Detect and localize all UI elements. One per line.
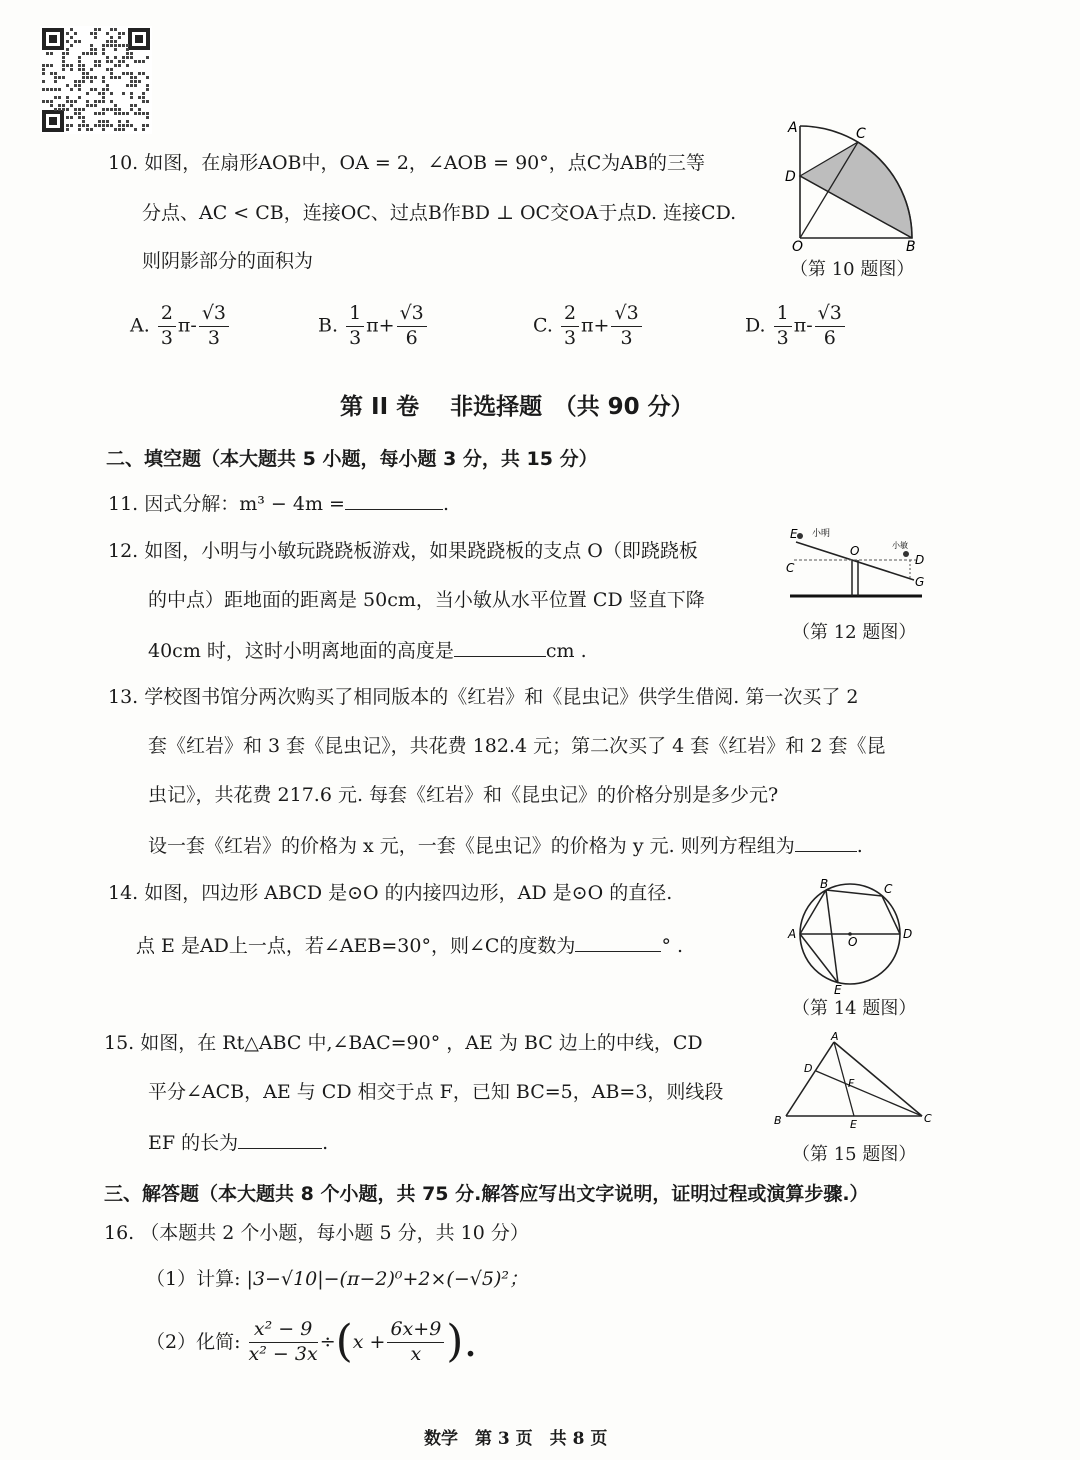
option-label: B. — [318, 314, 339, 337]
q10-label-o: O — [792, 239, 804, 253]
q12-label-e: E — [790, 527, 798, 541]
q12-line1: 12. 如图，小明与小敏玩跷跷板游戏，如果跷跷板的支点 O（即跷跷板 — [108, 540, 698, 562]
q15-line3: EF 的长为 . — [148, 1132, 329, 1154]
option-label: D. — [745, 314, 766, 337]
q12-figure — [786, 524, 926, 604]
answer-blank[interactable] — [238, 1130, 322, 1149]
q15-caption: （第 15 题图） — [792, 1144, 917, 1165]
q10-option-c: C. $\frac{2}{3}$ π+ $\frac{√3}{3}$ — [533, 302, 644, 351]
q15-label-a: A — [831, 1032, 839, 1043]
q13-line1: 13. 学校图书馆分两次购买了相同版本的《红岩》和《昆虫记》供学生借阅. 第一次买了 2 — [108, 686, 859, 708]
q10-line1: 10. 如图，在扇形AOB中，OA = 2，∠AOB = 90°，点C为AB的三等 — [108, 152, 705, 174]
q10-line2: 分点、AC < CB，连接OC、过点B作BD ⊥ OC交OA于点D. 连接CD. — [142, 202, 737, 224]
q15-line1: 15. 如图，在 Rt△ABC 中,∠BAC=90° ，AE 为 BC 边上的中线，CD — [104, 1032, 703, 1054]
q13-line2: 套《红岩》和 3 套《昆虫记》，共花费 182.4 元；第二次买了 4 套《红岩》和 2 套《昆 — [148, 735, 886, 757]
fraction: $\frac{2}{3}$ — [561, 302, 579, 351]
q14-line1: 14. 如图，四边形 ABCD 是⊙O 的内接四边形，AD 是⊙O 的直径. — [108, 882, 673, 904]
fraction: $\frac{√3}{3}$ — [611, 302, 641, 351]
q12-line2: 的中点）距地面的距离是 50cm，当小敏从水平位置 CD 竖直下降 — [148, 589, 705, 611]
q14-label-o: O — [848, 935, 858, 949]
q10-label-a: A — [788, 120, 798, 136]
q14-caption: （第 14 题图） — [792, 998, 917, 1019]
q16-title: 16. （本题共 2 个小题，每小题 5 分，共 10 分） — [104, 1222, 529, 1244]
q15-line2: 平分∠ACB，AE 与 CD 相交于点 F，已知 BC=5，AB=3，则线段 — [148, 1081, 724, 1103]
q15-label-d: D — [804, 1062, 813, 1075]
fraction: $\frac{√3}{3}$ — [199, 302, 229, 351]
qr-code — [40, 26, 152, 134]
page-footer: 数学 第 3 页 共 8 页 — [424, 1429, 608, 1449]
q10-label-b: B — [906, 239, 916, 253]
fraction: $\frac{1}{3}$ — [774, 302, 792, 351]
q12-label-o: O — [850, 544, 860, 558]
q10-figure — [780, 118, 930, 253]
q12-label-c: C — [786, 561, 795, 575]
q15-figure — [772, 1032, 934, 1132]
q15-label-e: E — [850, 1118, 857, 1131]
q16-part1: （1）计算: |3−√10|−(π−2)⁰+2×(−√5)²； — [146, 1268, 528, 1290]
q10-line3: 则阴影部分的面积为 — [142, 250, 314, 272]
answer-blank[interactable] — [795, 833, 857, 852]
q14-label-c: C — [884, 882, 893, 896]
q14-label-d: D — [903, 927, 913, 941]
q16-part2: （2）化简: $\frac{\text{x² − 9}}{\text{x² − 3x}}$ ÷(x + $\frac{6x+9}{x}$ ). — [146, 1316, 478, 1367]
q10-option-b: B. $\frac{1}{3}$ π+ $\frac{√3}{6}$ — [318, 302, 429, 351]
q13-line4: 设一套《红岩》的价格为 x 元，一套《昆虫记》的价格为 y 元. 则列方程组为 . — [148, 835, 863, 857]
person-xiaomin-icon — [903, 551, 909, 557]
option-label: A. — [130, 314, 150, 337]
q14-label-b: B — [820, 877, 829, 891]
q12-line3: 40cm 时，这时小明离地面的高度是 cm . — [148, 640, 587, 662]
answer-blank[interactable] — [575, 933, 661, 952]
q15-label-b: B — [774, 1114, 782, 1127]
answer-blank[interactable] — [345, 491, 443, 510]
q10-label-d: D — [785, 169, 796, 185]
answer-blank[interactable] — [454, 638, 546, 657]
q12-label-d: D — [915, 553, 925, 567]
q10-caption: （第 10 题图） — [790, 259, 915, 280]
fraction: $\frac{2}{3}$ — [158, 302, 176, 351]
q14-line2: 点 E 是AD上一点，若∠AEB=30°，则∠C的度数为 ° . — [136, 935, 684, 957]
fraction: $\frac{√3}{6}$ — [397, 302, 427, 351]
q15-label-c: C — [924, 1112, 932, 1125]
q12-label-g: G — [915, 575, 925, 589]
q12-label-xiaoming: 小明 — [812, 529, 831, 539]
q10-option-d: D. $\frac{1}{3}$ π- $\frac{√3}{6}$ — [745, 302, 847, 351]
fraction: $\frac{\text{x² − 9}}{\text{x² − 3x}}$ — [248, 1318, 318, 1365]
q16-part1-expression: |3−√10|−(π−2)⁰+2×(−√5)²； — [246, 1268, 528, 1290]
q14-figure — [786, 876, 916, 994]
q10-shaded-region — [800, 142, 912, 238]
fraction: $\frac{1}{3}$ — [346, 302, 364, 351]
q13-line3: 虫记》，共花费 217.6 元. 每套《红岩》和《昆虫记》的价格分别是多少元? — [148, 784, 779, 806]
person-xiaoming-icon — [797, 533, 803, 539]
q11-line: 11. 因式分解：m³ − 4m = . — [108, 493, 449, 515]
section2-title: 第 II 卷 非选择题 （共 90 分） — [340, 394, 694, 420]
fraction: $\frac{6x+9}{x}$ — [387, 1318, 444, 1367]
answer-heading: 三、解答题（本大题共 8 个小题，共 75 分.解答应写出文字说明，证明过程或演算步骤.） — [104, 1183, 869, 1205]
q14-label-a: A — [788, 927, 797, 941]
option-label: C. — [533, 314, 553, 337]
q10-option-a: A. $\frac{2}{3}$ π- $\frac{√3}{3}$ — [130, 302, 231, 351]
q15-label-f: F — [848, 1077, 855, 1090]
fraction: $\frac{√3}{6}$ — [815, 302, 845, 351]
q12-caption: （第 12 题图） — [792, 622, 917, 643]
q10-label-c: C — [856, 126, 866, 142]
q14-label-e: E — [834, 983, 842, 994]
q12-label-xiaomin: 小敏 — [892, 541, 908, 550]
fill-in-heading: 二、填空题（本大题共 5 小题，每小题 3 分，共 15 分） — [106, 448, 598, 470]
